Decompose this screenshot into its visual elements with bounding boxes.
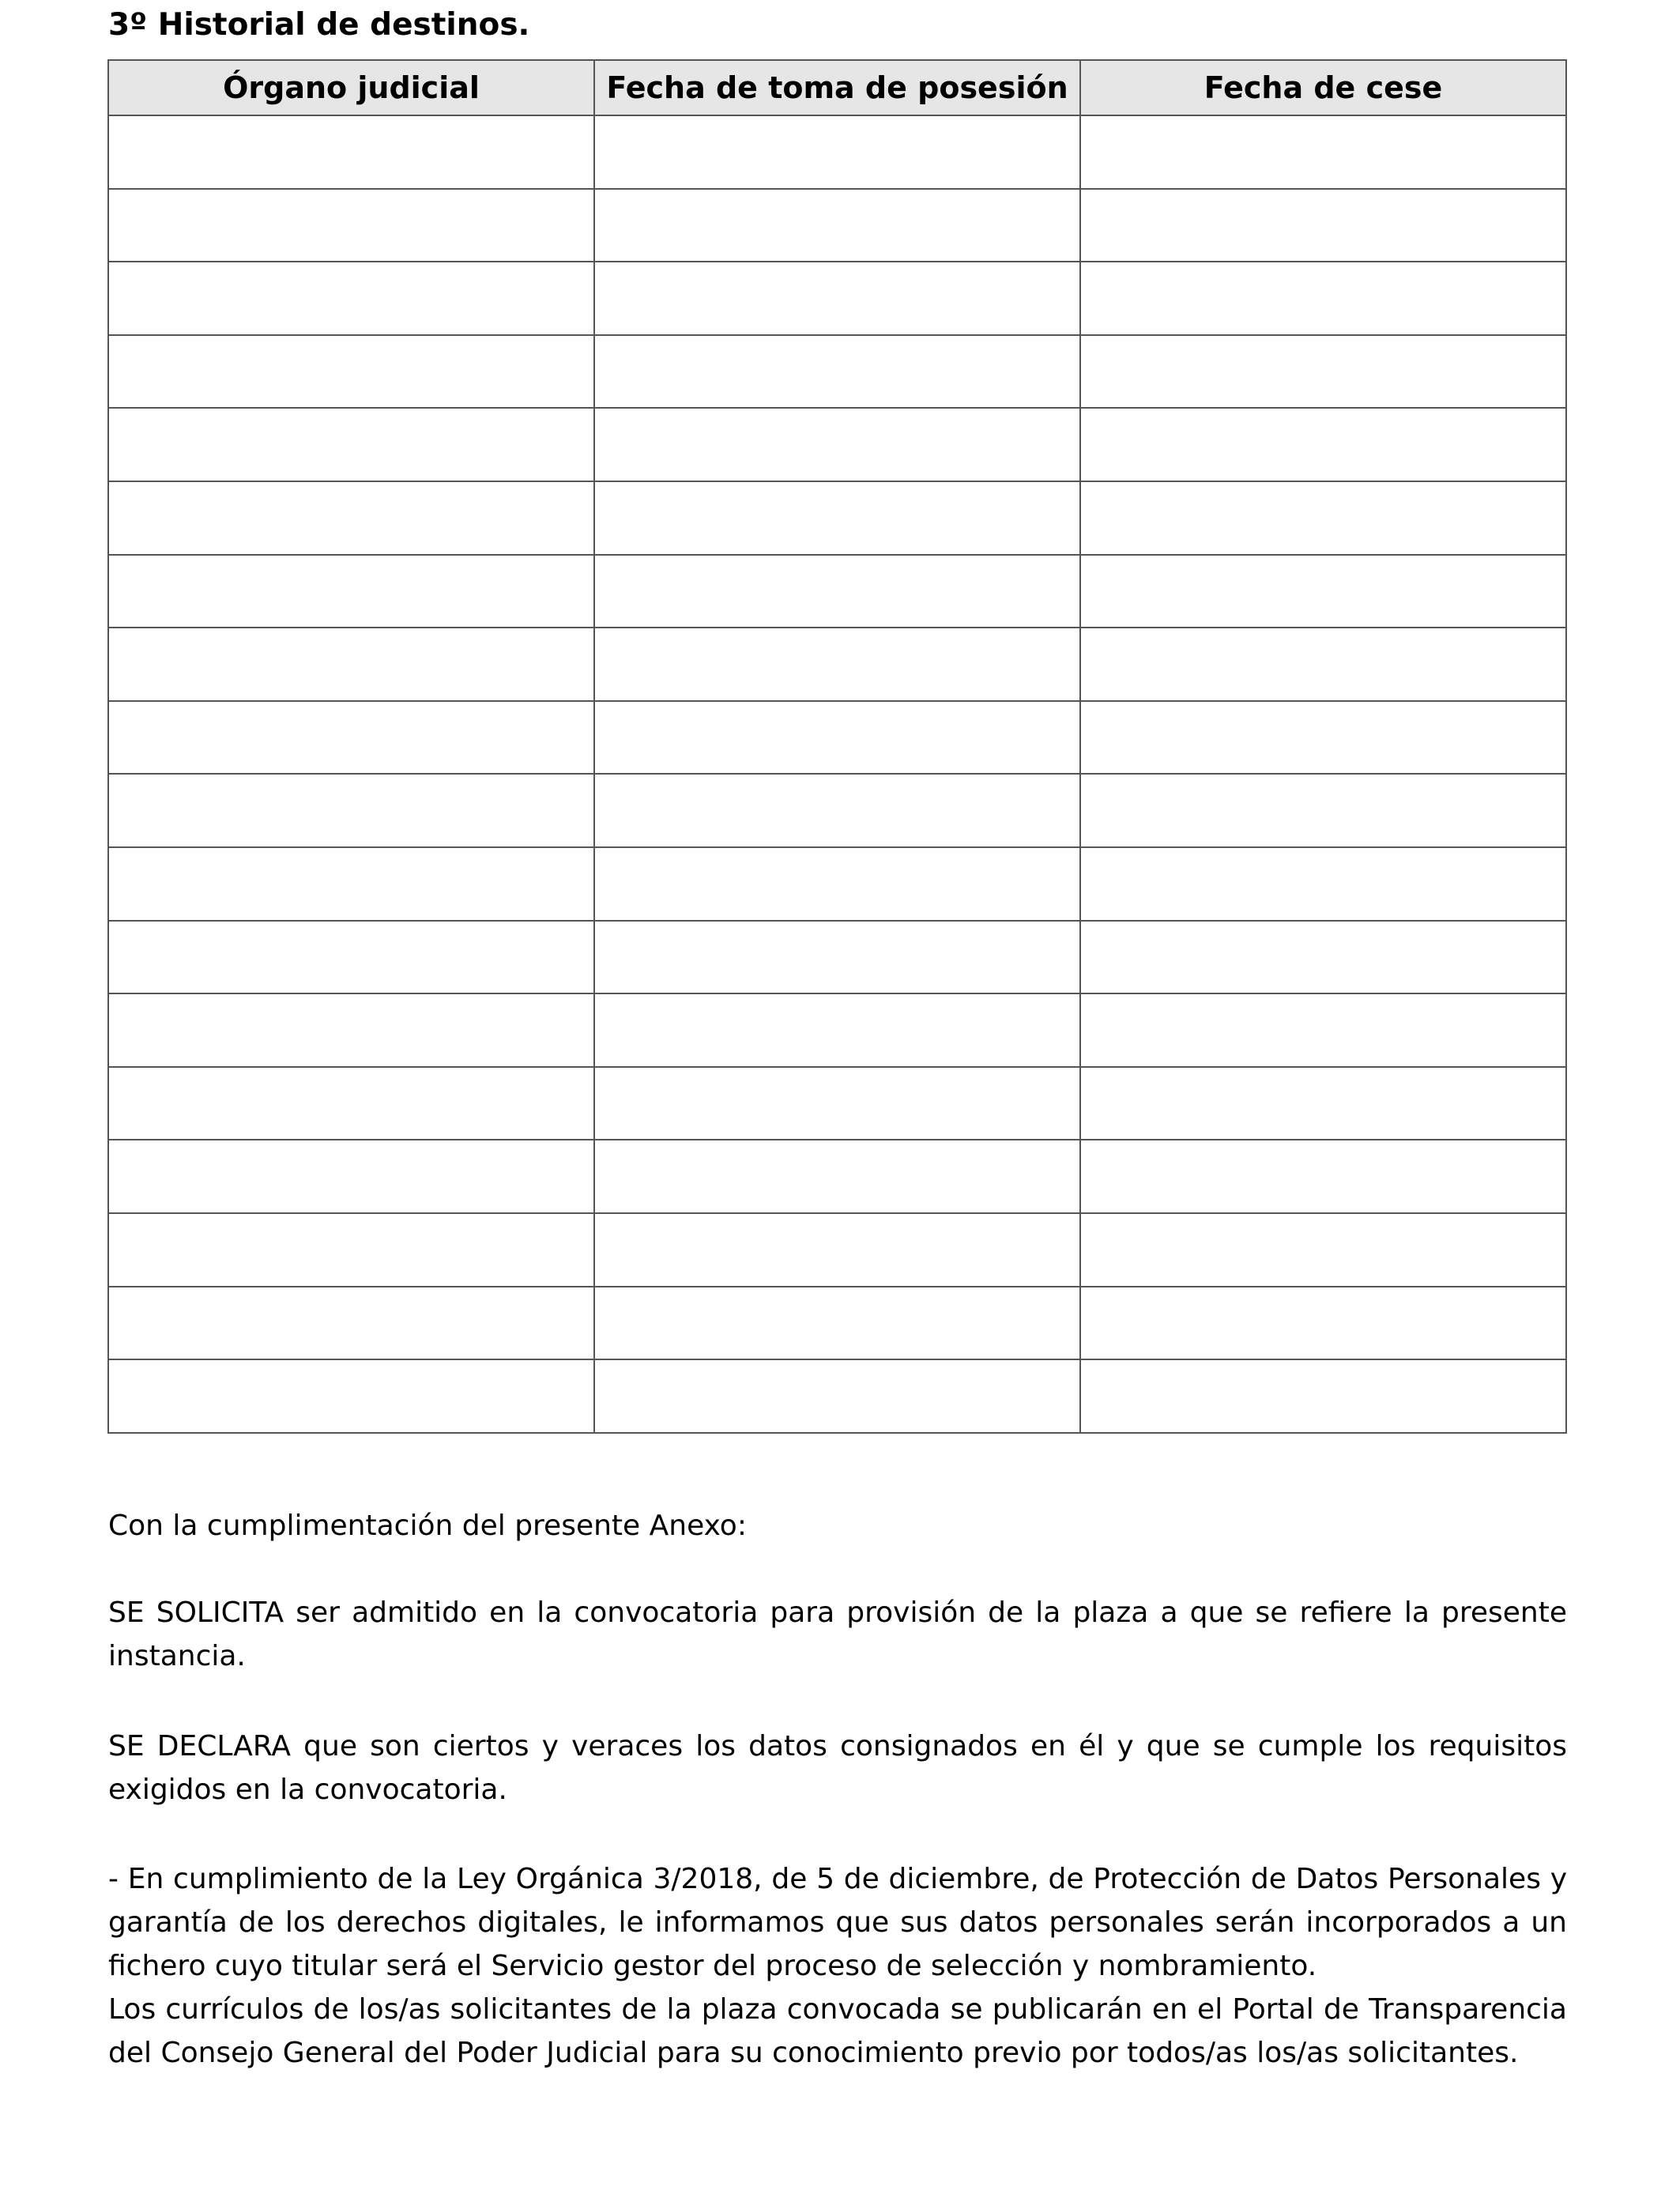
cell-fecha-toma-posesion[interactable] bbox=[594, 1359, 1080, 1433]
table-row bbox=[108, 335, 1566, 409]
data-protection-paragraph: - En cumplimiento de la Ley Orgánica 3/2018, de 5 de diciembre, de Protección de Datos Personales y garantía de los derechos digitales, le informamos que sus datos personales serán incorporados a un fichero cuyo titular será el Servicio gestor del proceso de selección y nombramiento. bbox=[108, 1863, 1567, 1982]
cell-organo-judicial[interactable] bbox=[108, 921, 594, 994]
cell-fecha-cese[interactable] bbox=[1080, 115, 1566, 189]
table-row bbox=[108, 921, 1566, 994]
cell-fecha-cese[interactable] bbox=[1080, 701, 1566, 775]
cell-fecha-cese[interactable] bbox=[1080, 189, 1566, 262]
declara-paragraph: SE DECLARA que son ciertos y veraces los datos consignados en él y que se cumple los requisitos exigidos en la convocatoria. bbox=[108, 1730, 1567, 1806]
cell-organo-judicial[interactable] bbox=[108, 115, 594, 189]
table-header-row bbox=[108, 60, 1566, 115]
cell-organo-judicial[interactable] bbox=[108, 1140, 594, 1213]
cell-fecha-toma-posesion[interactable] bbox=[594, 1140, 1080, 1213]
cell-fecha-toma-posesion[interactable] bbox=[594, 1213, 1080, 1287]
cell-fecha-cese[interactable] bbox=[1080, 1287, 1566, 1360]
cell-fecha-cese[interactable] bbox=[1080, 335, 1566, 409]
cell-fecha-cese[interactable] bbox=[1080, 847, 1566, 921]
cell-fecha-toma-posesion[interactable] bbox=[594, 701, 1080, 775]
cell-fecha-cese[interactable] bbox=[1080, 481, 1566, 555]
cell-fecha-toma-posesion[interactable] bbox=[594, 555, 1080, 628]
table-row bbox=[108, 993, 1566, 1067]
column-header-fecha-toma-posesion: Fecha de toma de posesión bbox=[594, 60, 1080, 115]
table-row bbox=[108, 628, 1566, 701]
table-row bbox=[108, 847, 1566, 921]
cell-fecha-cese[interactable] bbox=[1080, 262, 1566, 335]
table-row bbox=[108, 481, 1566, 555]
cell-fecha-toma-posesion[interactable] bbox=[594, 993, 1080, 1067]
curriculos-paragraph: Los currículos de los/as solicitantes de la plaza convocada se publicarán en el Portal de Transparencia del Consejo General del Poder Judicial para su conocimiento previo por todos/as los/as solicitantes. bbox=[108, 1993, 1567, 2069]
cell-organo-judicial[interactable] bbox=[108, 481, 594, 555]
cell-organo-judicial[interactable] bbox=[108, 847, 594, 921]
section-title: 3º Historial de destinos. bbox=[108, 7, 530, 43]
intro-paragraph: Con la cumplimentación del presente Anexo: bbox=[108, 1510, 747, 1542]
cell-fecha-toma-posesion[interactable] bbox=[594, 335, 1080, 409]
cell-fecha-cese[interactable] bbox=[1080, 408, 1566, 481]
cell-fecha-toma-posesion[interactable] bbox=[594, 628, 1080, 701]
cell-fecha-toma-posesion[interactable] bbox=[594, 774, 1080, 847]
cell-fecha-toma-posesion[interactable] bbox=[594, 189, 1080, 262]
table-row bbox=[108, 262, 1566, 335]
cell-fecha-cese[interactable] bbox=[1080, 1213, 1566, 1287]
cell-organo-judicial[interactable] bbox=[108, 1287, 594, 1360]
cell-organo-judicial[interactable] bbox=[108, 993, 594, 1067]
cell-fecha-toma-posesion[interactable] bbox=[594, 481, 1080, 555]
cell-fecha-toma-posesion[interactable] bbox=[594, 847, 1080, 921]
cell-organo-judicial[interactable] bbox=[108, 189, 594, 262]
cell-fecha-cese[interactable] bbox=[1080, 993, 1566, 1067]
cell-organo-judicial[interactable] bbox=[108, 701, 594, 775]
table-row bbox=[108, 115, 1566, 189]
cell-organo-judicial[interactable] bbox=[108, 628, 594, 701]
table-row bbox=[108, 408, 1566, 481]
cell-fecha-toma-posesion[interactable] bbox=[594, 262, 1080, 335]
cell-fecha-cese[interactable] bbox=[1080, 774, 1566, 847]
cell-fecha-cese[interactable] bbox=[1080, 628, 1566, 701]
table-row bbox=[108, 1140, 1566, 1213]
table-row bbox=[108, 555, 1566, 628]
table-row bbox=[108, 1067, 1566, 1140]
cell-fecha-toma-posesion[interactable] bbox=[594, 921, 1080, 994]
cell-organo-judicial[interactable] bbox=[108, 335, 594, 409]
cell-organo-judicial[interactable] bbox=[108, 774, 594, 847]
table-row bbox=[108, 774, 1566, 847]
cell-fecha-toma-posesion[interactable] bbox=[594, 1287, 1080, 1360]
column-header-organo-judicial: Órgano judicial bbox=[108, 60, 594, 115]
cell-fecha-toma-posesion[interactable] bbox=[594, 1067, 1080, 1140]
cell-organo-judicial[interactable] bbox=[108, 1359, 594, 1433]
table-row bbox=[108, 1359, 1566, 1433]
table-row bbox=[108, 701, 1566, 775]
destinations-table bbox=[107, 59, 1567, 1434]
table-row bbox=[108, 1213, 1566, 1287]
column-header-fecha-cese: Fecha de cese bbox=[1080, 60, 1566, 115]
cell-fecha-cese[interactable] bbox=[1080, 555, 1566, 628]
table-row bbox=[108, 1287, 1566, 1360]
cell-organo-judicial[interactable] bbox=[108, 555, 594, 628]
cell-fecha-cese[interactable] bbox=[1080, 1140, 1566, 1213]
cell-fecha-cese[interactable] bbox=[1080, 921, 1566, 994]
cell-organo-judicial[interactable] bbox=[108, 1067, 594, 1140]
table-body bbox=[108, 115, 1566, 1433]
cell-fecha-toma-posesion[interactable] bbox=[594, 115, 1080, 189]
cell-organo-judicial[interactable] bbox=[108, 1213, 594, 1287]
solicita-paragraph: SE SOLICITA ser admitido en la convocatoria para provisión de la plaza a que se refiere la presente instancia. bbox=[108, 1596, 1567, 1672]
cell-fecha-cese[interactable] bbox=[1080, 1067, 1566, 1140]
cell-fecha-toma-posesion[interactable] bbox=[594, 408, 1080, 481]
cell-organo-judicial[interactable] bbox=[108, 262, 594, 335]
table-row bbox=[108, 189, 1566, 262]
cell-fecha-cese[interactable] bbox=[1080, 1359, 1566, 1433]
cell-organo-judicial[interactable] bbox=[108, 408, 594, 481]
